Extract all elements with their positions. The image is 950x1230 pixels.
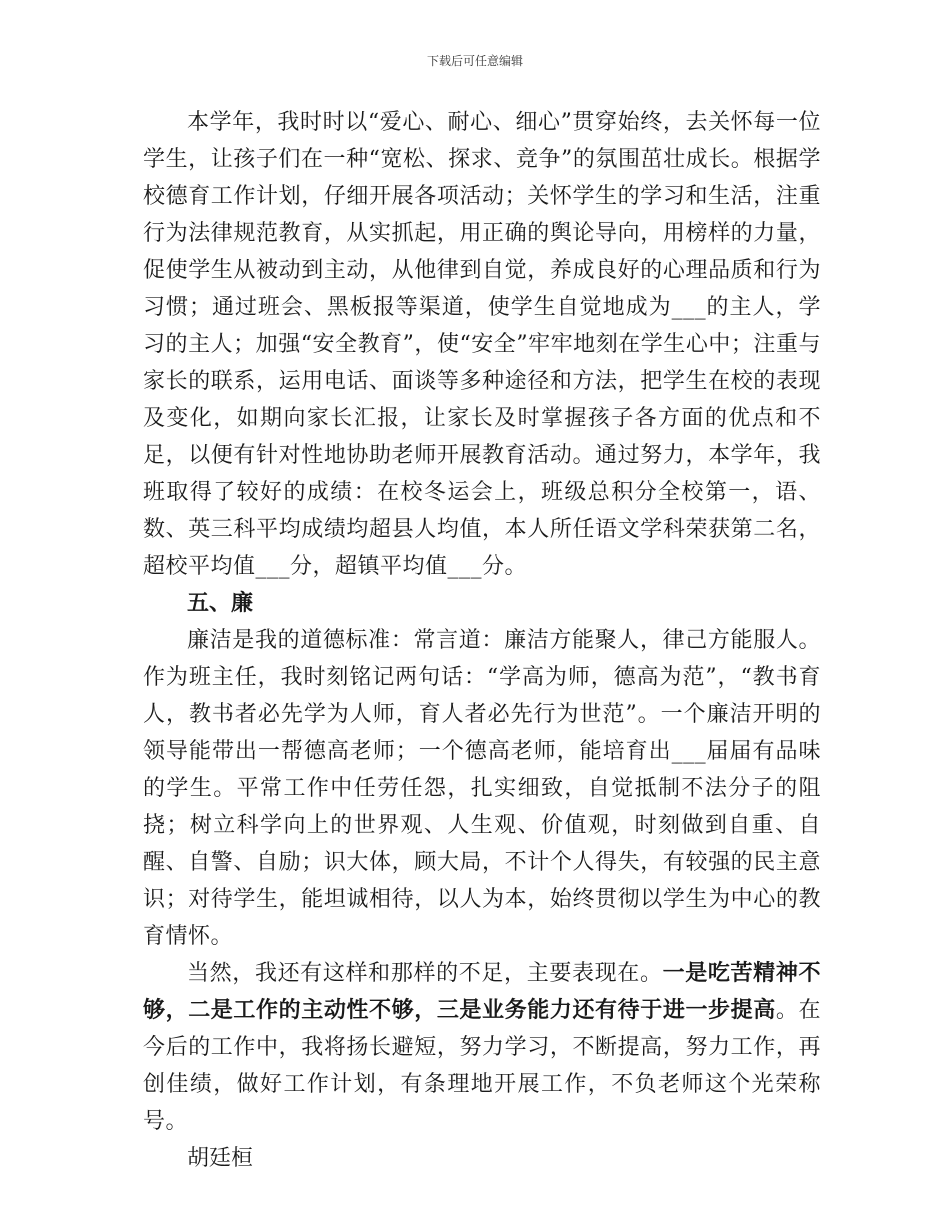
shortcomings-lead: 当然，我还有这样和那样的不足，主要表现在。	[187, 961, 663, 986]
paragraph-shortcomings	[143, 955, 821, 1140]
section-heading-integrity: 五、廉	[187, 590, 254, 616]
document-body	[143, 104, 821, 1177]
paragraph-integrity: 廉洁是我的道德标准：常言道：廉洁方能聚人，律己方能服人。作为班主任，我时刻铭记两句话：“学高为师，德高为范”，“教书育人，教书者必先学为人师，育人者必先行为世范”。一个廉洁开明的领导能带出一帮德高老师；一个德高老师，能培育出___届届有品味的学生。平常工作中任劳任怨，扎实细致，自觉抵制不法分子的阻挠；树立科学向上的世界观、人生观、价值观，时刻做到自重、自醒、自警、自励；识大体，顾大局，不计个人得失，有较强的民主意识；对待学生，能坦诚相待，以人为本，始终贯彻以学生为中心的教育情怀。	[143, 628, 821, 949]
shortcomings-tail: 。在今后的工作中，我将扬长避短，努力学习，不断提高，努力工作，再创佳绩，做好工作计划，有条理地开展工作，不负老师这个光荣称号。	[143, 998, 821, 1134]
shortcomings-bold: 一是吃苦精神不够，二是工作的主动性不够，三是业务能力还有待于进一步提高	[143, 960, 821, 1023]
paragraph-review: 本学年，我时时以“爱心、耐心、细心”贯穿始终，去关怀每一位学生，让孩子们在一种“宽松、探求、竞争”的氛围茁壮成长。根据学校德育工作计划，仔细开展各项活动；关怀学生的学习和生活，注重行为法律规范教育，从实抓起，用正确的舆论导向，用榜样的力量，促使学生从被动到主动，从他律到自觉，养成良好的心理品质和行为习惯；通过班会、黑板报等渠道，使学生自觉地成为___的主人，学习的主人；加强“安全教育”，使“安全”牢牢地刻在学生心中；注重与家长的联系，运用电话、面谈等多种途径和方法，把学生在校的表现及变化，如期向家长汇报，让家长及时掌握孩子各方面的优点和不足，以便有针对性地协助老师开展教育活动。通过努力，本学年，我班取得了较好的成绩：在校冬运会上，班级总积分全校第一，语、数、英三科平均成绩均超县人均值，本人所任语文学科荣获第二名，超校平均值___分，超镇平均值___分。	[143, 110, 821, 579]
page-header-note: 下载后可任意编辑	[426, 54, 523, 68]
author-signature: 胡廷桓	[187, 1146, 254, 1171]
